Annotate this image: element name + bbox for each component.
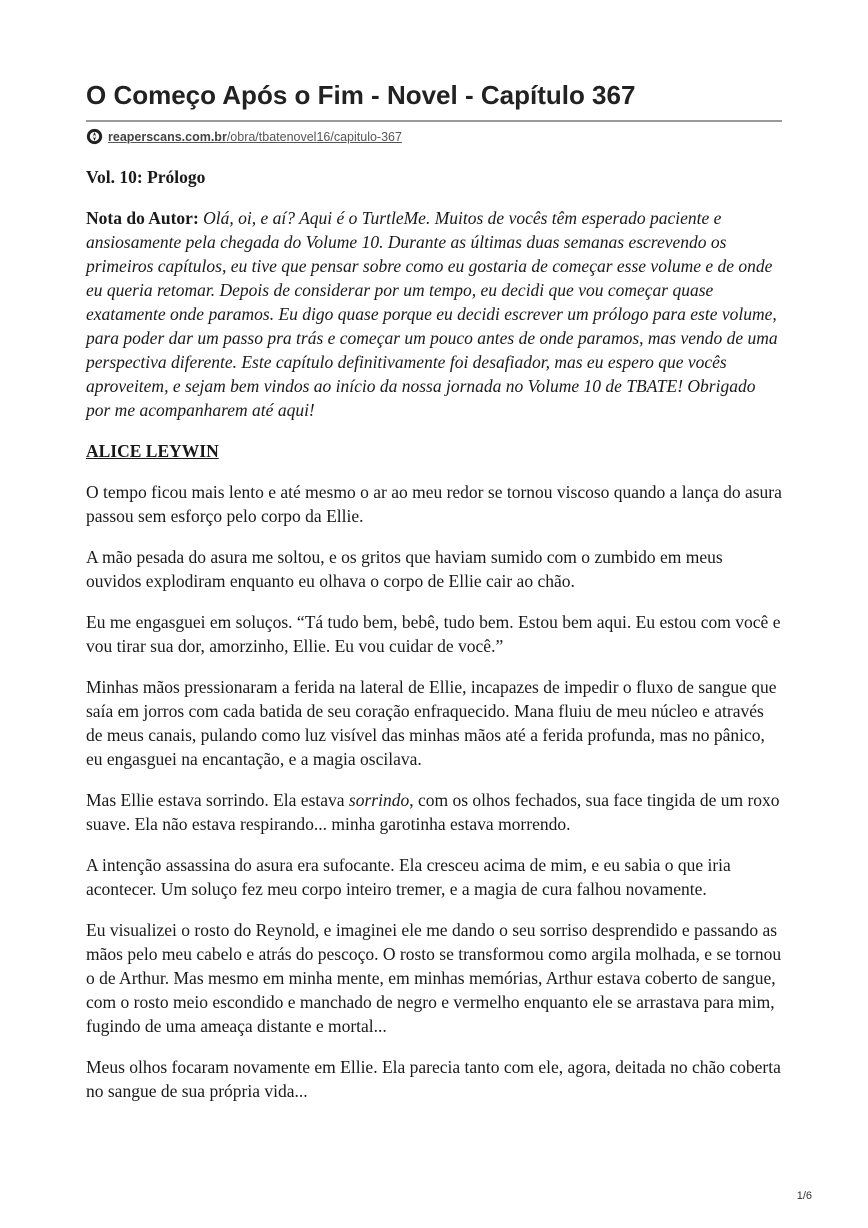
paragraph: A mão pesada do asura me soltou, e os gritos que haviam sumido com o zumbido em meus ouvidos explodiram enquanto eu olhava o corpo de Ellie cair ao chão.	[86, 547, 723, 591]
page-number: 1/6	[796, 1190, 812, 1202]
author-note	[86, 206, 782, 422]
source-line	[86, 128, 782, 145]
paragraph: Minhas mãos pressionaram a ferida na lateral de Ellie, incapazes de impedir o fluxo de sangue que saía em jorros com cada batida de seu coração enfraquecido. Mana fluiu de meu núcleo e através de meus canais, pulando como luz visível das minhas mãos até a ferida profunda, mas no pânico, eu engasguei na encantação, e a magia oscilava.	[86, 677, 777, 769]
source-link[interactable]	[108, 130, 402, 144]
paragraph: O tempo ficou mais lento e até mesmo o ar ao meu redor se tornou viscoso quando a lança do asura passou sem esforço pelo corpo da Ellie.	[86, 482, 782, 526]
volume-heading: Vol. 10: Prólogo	[86, 167, 206, 187]
paragraph: A intenção assassina do asura era sufocante. Ela cresceu acima de mim, e eu sabia o que iria acontecer. Um soluço fez meu corpo inteiro tremer, e a magia de cura falhou novamente.	[86, 855, 731, 899]
document-page	[86, 78, 782, 1120]
pov-heading: ALICE LEYWIN	[86, 441, 219, 461]
title-divider	[86, 120, 782, 122]
paragraph: Mas Ellie estava sorrindo. Ela estava sorrindo, com os olhos fechados, sua face tingida de um roxo suave. Ela não estava respirando... minha garotinha estava morrendo.	[86, 790, 780, 834]
paragraph: Meus olhos focaram novamente em Ellie. Ela parecia tanto com ele, agora, deitada no chão coberta no sangue de sua própria vida...	[86, 1057, 781, 1101]
paragraph: Eu visualizei o rosto do Reynold, e imaginei ele me dando o seu sorriso desprendido e passando as mãos pelo meu cabelo e atrás do pescoço. O rosto se transformou como argila molhada, e se tornou o de Arthur. Mas mesmo em minha mente, em minhas memórias, Arthur estava coberto de sangue, com o rosto meio escondido e manchado de negro e vermelho enquanto ele se arrastava para mim, fugindo de uma ameaça distante e mortal...	[86, 920, 782, 1036]
author-note-text: Olá, oi, e aí? Aqui é o TurtleMe. Muitos de vocês têm esperado paciente e ansiosamente pela chegada do Volume 10. Durante as últimas duas semanas escrevendo os primeiros capítulos, eu tive que pensar sobre como eu gostaria de começar esse volume e de onde eu queria retomar. Depois de considerar por um tempo, eu decidi que vou começar quase exatamente onde paramos. Eu digo quase porque eu decidi escrever um prólogo para este volume, para poder dar um passo pra trás e começar um pouco antes de onde paramos, mas vendo de uma perspectiva diferente. Este capítulo definitivamente foi desafiador, mas eu espero que vocês aproveitem, e sejam bem vindos ao início da nossa jornada no Volume 10 de TBATE! Obrigado por me acompanharem até aqui!	[86, 208, 778, 420]
source-domain: reaperscans.com.br	[108, 129, 227, 144]
source-path: /obra/tbatenovel16/capitulo-367	[226, 129, 402, 144]
site-logo-icon	[86, 128, 103, 145]
chapter-content	[86, 165, 782, 1103]
author-note-label: Nota do Autor:	[86, 208, 199, 228]
page-title: O Começo Após o Fim - Novel - Capítulo 367	[86, 80, 636, 110]
emphasis: sorrindo	[348, 790, 410, 810]
paragraph: Eu me engasguei em soluços. “Tá tudo bem, bebê, tudo bem. Estou bem aqui. Eu estou com você e vou tirar sua dor, amorzinho, Ellie. Eu vou cuidar de você.”	[86, 612, 781, 656]
